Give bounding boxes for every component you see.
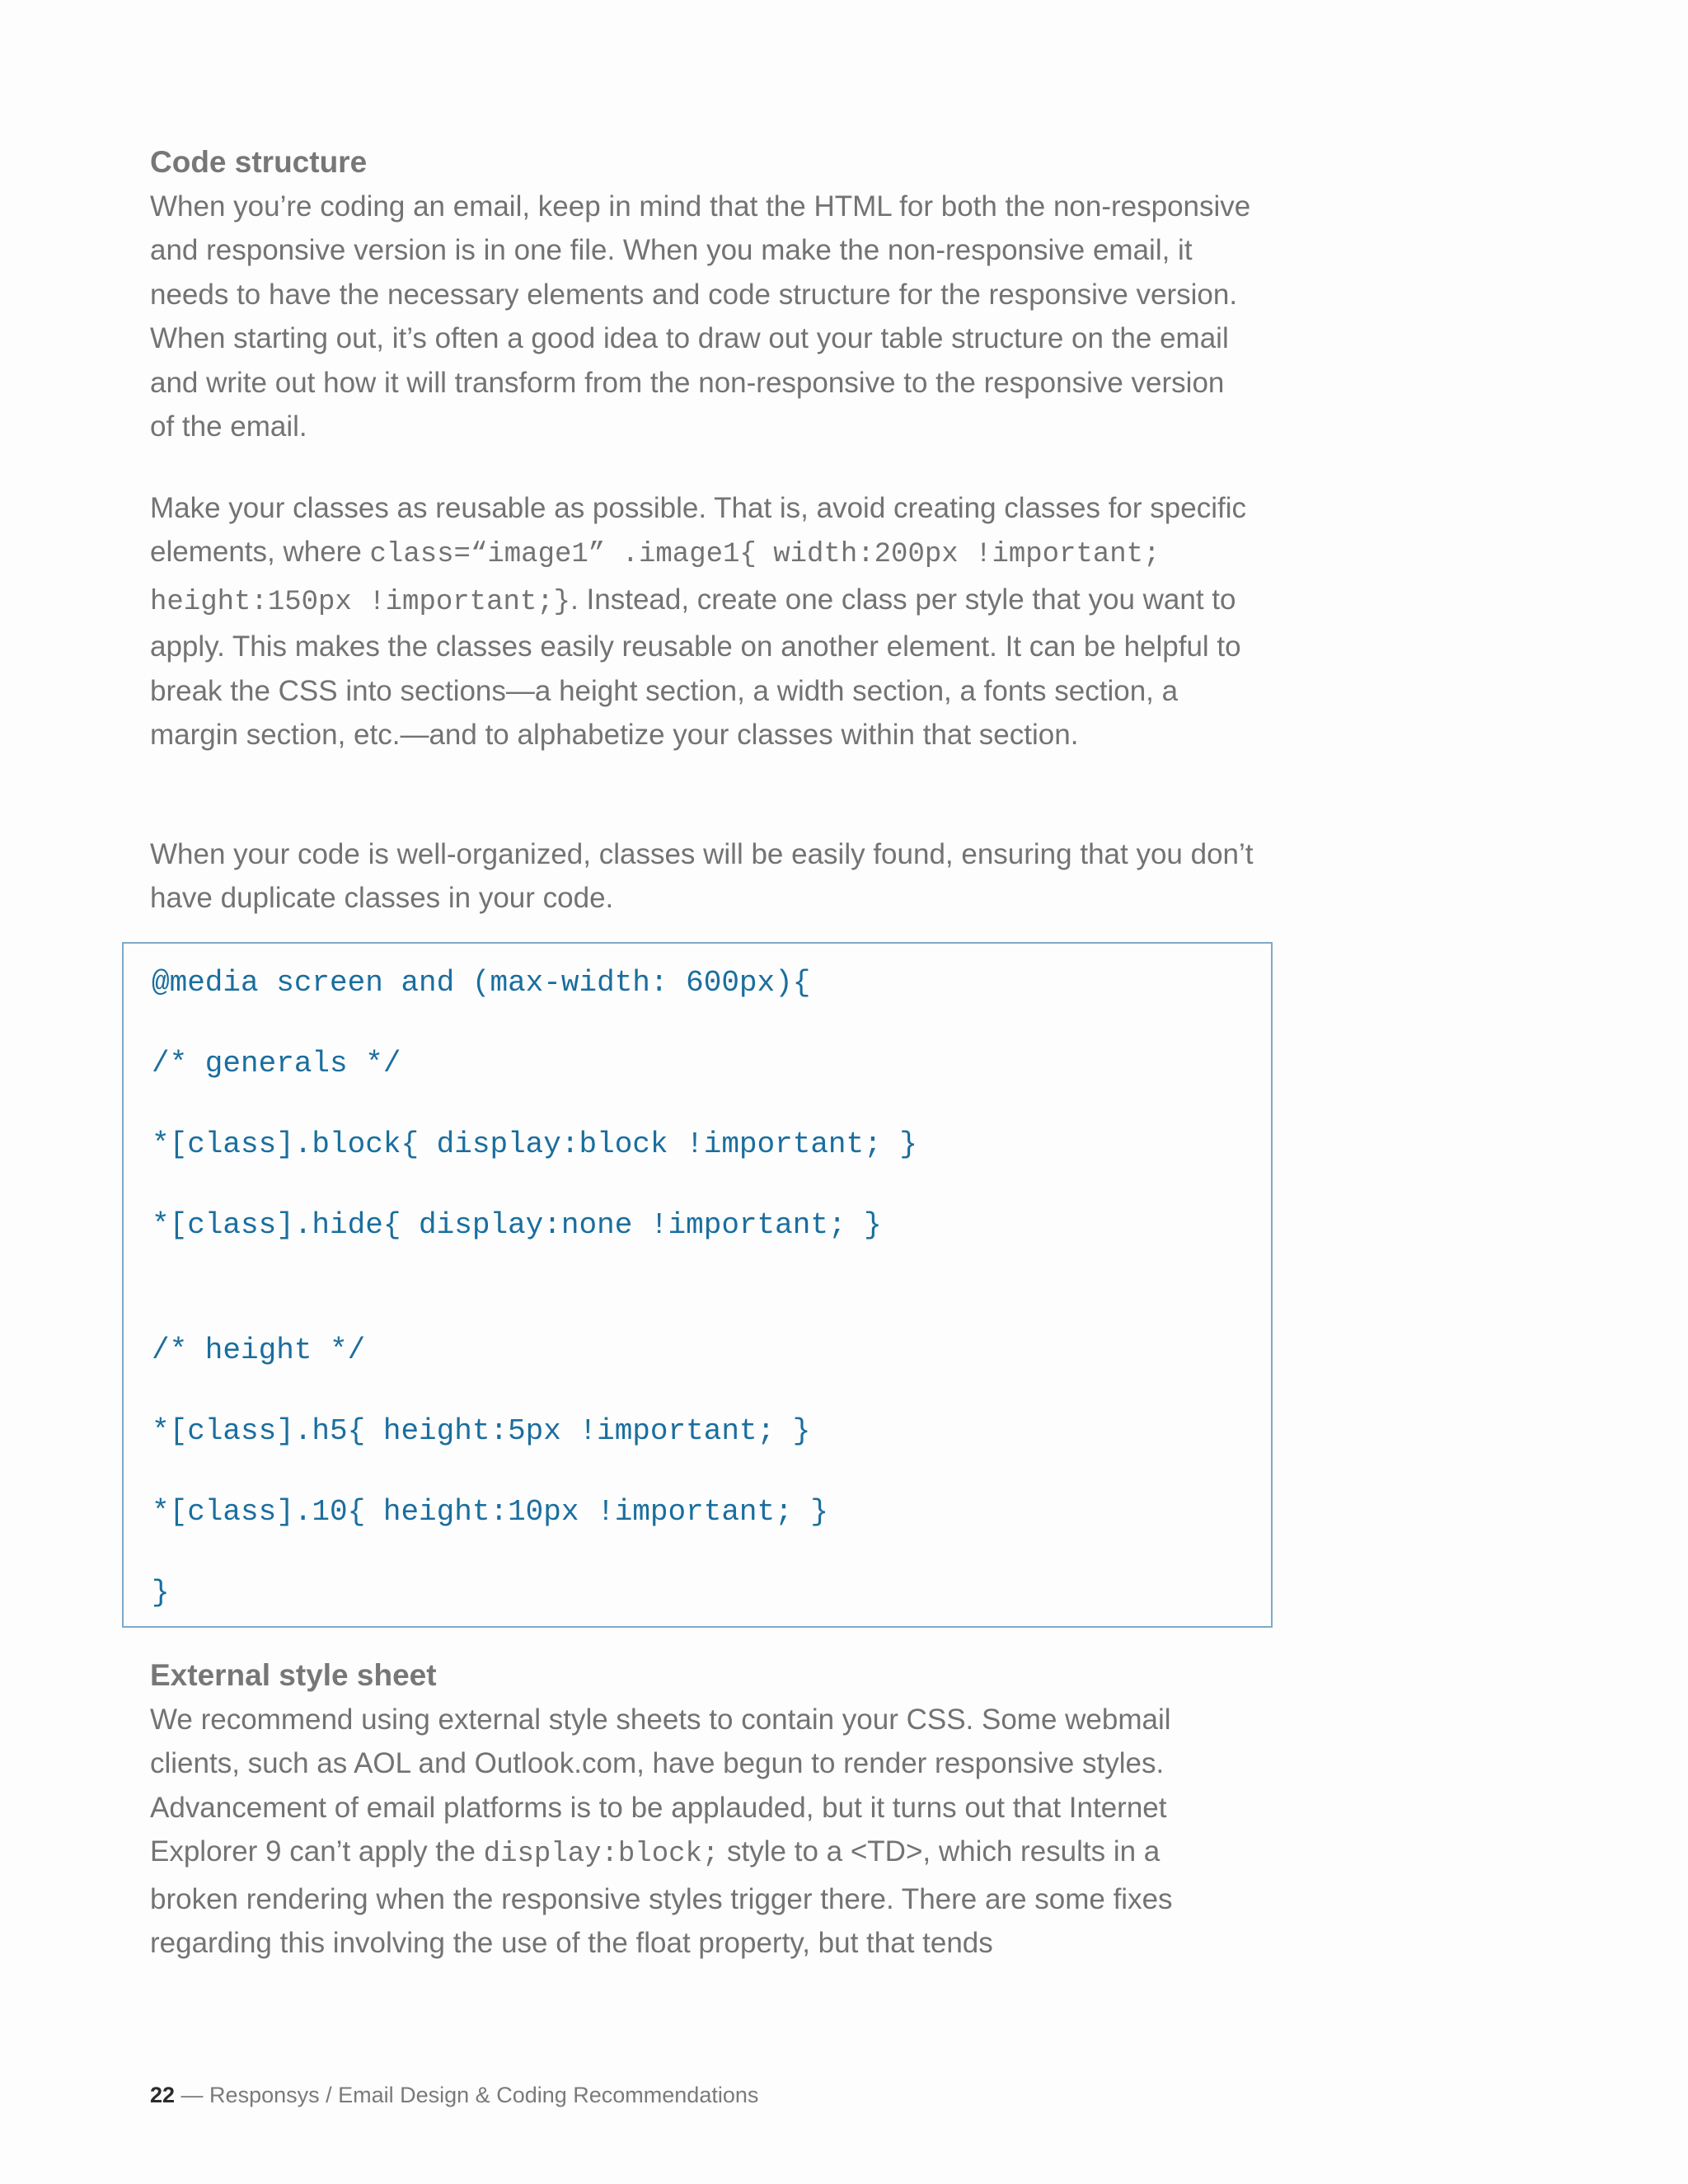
code-block [122,942,1273,1628]
page-number: 22 [150,2083,176,2107]
paragraph-external-text-a: We recommend using external style sheets to contain your CSS. Some webmail clients, such as AOL and Outlook.com, have begun to render responsive styles. Advancement of email platforms is to be applauded, but it turns out that Internet Explorer 9 can’t apply the [150,1704,1171,1868]
section-heading-code-structure: Code structure [150,145,368,179]
code-structure-section [150,140,1254,448]
external-style-sheet-section [150,1653,1254,1965]
paragraph-well-organized: When your code is well-organized, classes will be easily found, ensuring that you don’t have duplicate classes in your code. [150,838,1254,915]
code-line: *[class].hide{ display:none !important; } [152,1208,882,1242]
paragraph-external-style-sheets [150,1698,1254,1965]
code-line: @media screen and (max-width: 600px){ [152,966,811,1000]
paragraph-html-one-file: When you’re coding an email, keep in mind that the HTML for both the non-responsive and responsive version is in one file. When you make the non-responsive email, it needs to have the necessary elements and code structure for the responsive version. When starting out, it’s often a good idea to draw out your table structure on the email and write out how it will transform from the non-responsive to the responsive version of the email. [150,190,1251,443]
code-line: *[class].block{ display:block !important; } [152,1127,917,1161]
paragraph-reusable-classes-text-b: . Instead, create one class per style that you want to apply. This makes the classes easily reusable on another element. It can be helpful to break the CSS into sections—a height section, a width section, a fonts section, a margin section, etc.—and to alphabetize your classes within that section. [150,583,1241,752]
paragraph-reusable-classes [150,486,1254,757]
paragraph-external-text-b: style to a <TD>, which results in a broken rendering when the responsive styles trigger there. There are some fixes regarding this involving the use of the float property, but that tends [150,1835,1173,1960]
code-line: *[class].h5{ height:5px !important; } [152,1414,811,1448]
inline-code-image-class: class=“image1” .image1{ width:200px !important; height:150px !important;} [150,539,1160,618]
paragraph-reusable-classes-text-a: Make your classes as reusable as possible. That is, avoid creating classes for specific elements, where [150,492,1246,569]
page-footer [150,2080,758,2110]
code-line: /* generals */ [152,1047,401,1080]
inline-code-display-block: display:block; [483,1839,720,1871]
section-heading-external-style-sheet: External style sheet [150,1658,437,1692]
footer-title: — Responsys / Email Design & Coding Recommendations [175,2083,759,2107]
well-organized-paragraph-block [150,832,1254,921]
code-line: } [152,1576,170,1610]
code-line: *[class].10{ height:10px !important; } [152,1495,828,1529]
reusable-classes-paragraph-block [150,486,1254,757]
code-line: /* height */ [152,1333,366,1367]
